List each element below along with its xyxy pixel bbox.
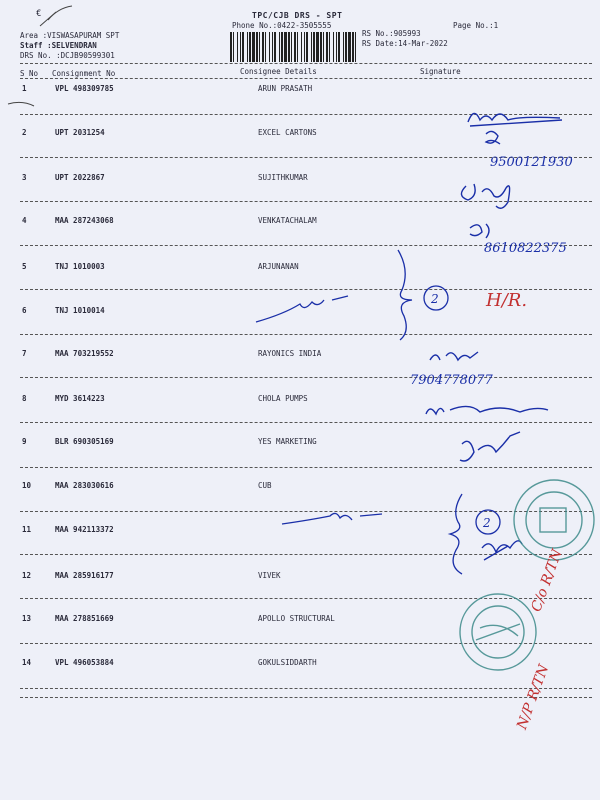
area-label: Area :VISWASAPURAM SPT [20,31,120,40]
document-title: TPC/CJB DRS - SPT [252,11,343,20]
row-consignment-no: VPL 498309785 [55,84,114,93]
rs-date: RS Date:14-Mar-2022 [362,39,448,48]
barcode-bar [333,32,334,62]
col-consignee: Consignee Details [240,67,317,76]
row-divider [20,643,592,644]
barcode-bar [274,32,276,62]
row-consignment-no: TNJ 1010003 [55,262,105,271]
row-divider [20,688,592,689]
signature-row-8 [426,406,548,414]
barcode-bar [230,32,232,62]
barcode-bar [352,32,354,62]
barcode-bar [336,32,337,62]
row-consignment-no: MAA 285916177 [55,571,114,580]
barcode-bar [323,32,324,62]
table-row [0,658,600,670]
row-serial: 4 [22,216,27,225]
table-row [0,394,600,406]
barcode-bar [313,32,315,62]
table-row [0,306,600,318]
row-divider [20,511,592,512]
phone-row-7: 7904778077 [410,373,493,388]
row-consignment-no: VPL 496053884 [55,658,114,667]
row-consignee: CHOLA PUMPS [258,394,308,403]
table-row [0,173,600,185]
column-header-divider [20,78,592,79]
scribble-row1 [8,102,34,106]
row-consignment-no: BLR 690305169 [55,437,114,446]
scribble-top [40,6,72,26]
row-serial: 3 [22,173,27,182]
row-divider [20,245,592,246]
row-divider [20,697,592,698]
table-row [0,216,600,228]
col-sno: S No [20,69,39,78]
row-divider [20,554,592,555]
row-consignee: SUJITHKUMAR [258,173,308,182]
barcode-bar [297,32,298,62]
barcode-bar [242,32,244,62]
barcode-bar [259,32,260,62]
barcode-bar [265,32,266,62]
row-consignee: RAYONICS INDIA [258,349,322,358]
phone-row-4: 8610822375 [484,241,567,256]
phone-number: Phone No.:0422-3505555 [232,21,332,30]
row-consignee: CUB [258,481,272,490]
barcode-bar [355,32,356,62]
row-serial: 10 [22,481,32,490]
row-serial: 13 [22,614,32,623]
barcode-bar [249,32,251,62]
row-divider [20,377,592,378]
barcode-bar [291,32,292,62]
barcode-bar [252,32,255,62]
table-row [0,525,600,537]
row-consignee: VENKATACHALAM [258,216,317,225]
barcode-bar [306,32,308,62]
row-consignee: EXCEL CARTONS [258,128,317,137]
header-divider [20,63,592,64]
barcode-bar [343,32,344,62]
col-signature: Signature [420,67,461,76]
row-divider [20,598,592,599]
row-consignment-no: MAA 278851669 [55,614,114,623]
row-serial: 6 [22,306,27,315]
row-consignment-no: MAA 942113372 [55,525,114,534]
row-consignment-no: MAA 703219552 [55,349,114,358]
barcode-bar [320,32,322,62]
phone-row-2: 9500121930 [490,155,573,170]
barcode-bar [288,32,290,62]
barcode-bar [284,32,287,62]
rs-number: RS No.:905993 [362,29,421,38]
barcode-bar [301,32,302,62]
barcode-bar [256,32,258,62]
row-consignee: YES MARKETING [258,437,317,446]
row-consignment-no: MAA 287243068 [55,216,114,225]
table-row [0,84,600,96]
row-consignment-no: TNJ 1010014 [55,306,105,315]
signature-row-11 [482,541,522,560]
barcode-bar [240,32,241,62]
barcode-bar [304,32,305,62]
row-divider [20,201,592,202]
drs-number: DRS No. :DCJB90599301 [20,51,115,60]
row-consignee: ARUN PRASATH [258,84,313,93]
barcode-bar [247,32,248,62]
barcode-bar [233,32,234,62]
barcode-bar [348,32,351,62]
barcode-bar [237,32,238,62]
row-serial: 5 [22,262,27,271]
row-divider [20,157,592,158]
barcode-bar [345,32,347,62]
table-row [0,571,600,583]
table-row [0,128,600,140]
circle-text-5-6: 2 [431,292,439,306]
row-divider [20,334,592,335]
barcode-bar [294,32,296,62]
col-consignment: Consignment No [52,69,116,78]
row-divider [20,467,592,468]
row-divider [20,289,592,290]
table-row [0,437,600,449]
barcode-bar [279,32,280,62]
row-serial: 11 [22,525,32,534]
table-row [0,349,600,361]
barcode [230,32,358,62]
barcode-bar [269,32,270,62]
staff-label: Staff :SELVENDRAN [20,41,97,50]
page-number: Page No.:1 [453,21,499,30]
barcode-bar [281,32,283,62]
row-consignment-no: UPT 2022867 [55,173,105,182]
barcode-bar [338,32,340,62]
barcode-bar [329,32,330,62]
signature-row-1 [468,113,562,126]
row-serial: 8 [22,394,27,403]
row-serial: 1 [22,84,27,93]
barcode-bar [326,32,328,62]
row-consignment-no: MAA 283030616 [55,481,114,490]
row-serial: 14 [22,658,32,667]
barcode-bar [262,32,264,62]
barcode-bar [311,32,312,62]
row-serial: 9 [22,437,27,446]
signature-row-10-11 [282,513,382,524]
row-serial: 7 [22,349,27,358]
row-consignment-no: MYD 3614223 [55,394,105,403]
row-consignee: APOLLO STRUCTURAL [258,614,335,623]
row-serial: 2 [22,128,27,137]
status-mark-12: C/o R/TN [528,547,566,615]
table-row [0,614,600,626]
status-mark-14: N/P R/TN [514,662,553,732]
row-divider [20,114,592,115]
table-row [0,481,600,493]
barcode-bar [316,32,319,62]
row-consignee: GOKULSIDDARTH [258,658,317,667]
top-left-mark: € [36,9,42,19]
row-consignee: ARJUNANAN [258,262,299,271]
row-divider [20,422,592,423]
table-row [0,262,600,274]
row-serial: 12 [22,571,32,580]
circle-text-10-11: 2 [483,516,491,530]
barcode-bar [272,32,273,62]
row-consignment-no: UPT 2031254 [55,128,105,137]
row-consignee: VIVEK [258,571,281,580]
status-mark-5-6: H/R. [486,290,528,311]
signature-row-3 [461,184,509,208]
